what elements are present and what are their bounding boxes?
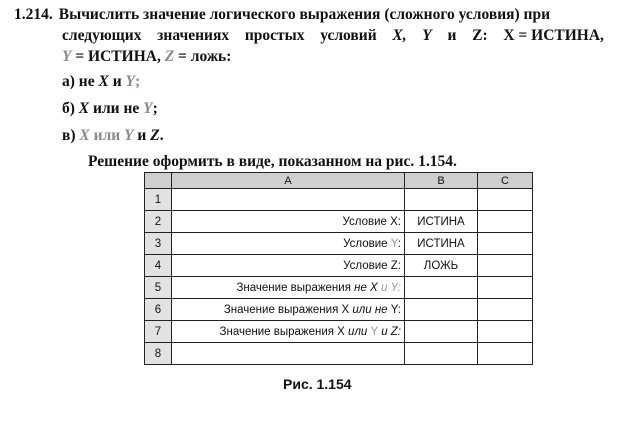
item-op: и [108, 73, 126, 90]
cell-c4 [478, 255, 533, 277]
var-y: Y [422, 27, 432, 44]
var-z: Z: [472, 27, 488, 44]
table-row [145, 343, 533, 365]
row-header: 1 [145, 189, 172, 211]
item-op: или [89, 127, 125, 144]
cell-text: Значение выражения [236, 281, 355, 294]
subitem-a [14, 71, 614, 92]
table-row [145, 299, 533, 321]
table-row [145, 189, 533, 211]
var-z: Z [164, 48, 175, 65]
item-prefix: б) [62, 100, 79, 117]
cell-c8 [478, 343, 533, 365]
problem-text [14, 4, 614, 172]
cell-a8 [172, 343, 405, 365]
table-row [145, 255, 533, 277]
var-y: Y [367, 325, 382, 338]
cell-b1 [405, 189, 478, 211]
row-header: 4 [145, 255, 172, 277]
cell-c3 [478, 233, 533, 255]
cell-text: : [397, 237, 401, 250]
figure-caption: Рис. 1.154 [283, 376, 352, 392]
cell-b5 [405, 277, 478, 299]
var-y: Y [143, 100, 153, 117]
cell-a7 [172, 321, 405, 343]
cell-a1 [172, 189, 405, 211]
item-op: или не [89, 100, 144, 117]
y-value: = ИСТИНА, [71, 48, 165, 65]
cell-text: или не [349, 303, 391, 316]
x-value: X = ИСТИНА, [503, 27, 604, 44]
column-header-b: B [405, 173, 478, 189]
cell-c7 [478, 321, 533, 343]
column-header-c: C [478, 173, 533, 189]
problem-line-2 [14, 25, 604, 46]
word: условий [320, 27, 377, 44]
z-value: = ложь: [174, 48, 232, 65]
cell-text: Значение выражения X [219, 325, 349, 338]
cell-a5 [172, 277, 405, 299]
var-x: X [78, 100, 90, 117]
var-y: Y [125, 73, 135, 90]
var-y: Y [124, 127, 134, 144]
subitem-c [14, 125, 614, 146]
cell-text: или [348, 325, 368, 338]
row-header: 5 [145, 277, 172, 299]
item-prefix: в) [62, 127, 80, 144]
cell-c6 [478, 299, 533, 321]
table-row [145, 277, 533, 299]
cell-b6 [405, 299, 478, 321]
cell-a4: Условие Z: [172, 255, 405, 277]
cell-text: Условие [343, 237, 391, 250]
cell-b4: ЛОЖЬ [405, 255, 478, 277]
item-op: и [133, 127, 151, 144]
table-row [145, 211, 533, 233]
table-row [145, 233, 533, 255]
cell-a2: Условие X: [172, 211, 405, 233]
item-end: ; [152, 100, 158, 117]
column-header-a: A [172, 173, 405, 189]
word: и [447, 27, 457, 44]
var-y: Y [62, 48, 72, 65]
row-header: 6 [145, 299, 172, 321]
cell-a6 [172, 299, 405, 321]
cell-b8 [405, 343, 478, 365]
problem-statement: Вычислить значение логического выражения (сложного условия) при [58, 6, 551, 23]
var-z: Z [150, 127, 160, 144]
cell-text: и [380, 281, 388, 294]
cell-c2 [478, 211, 533, 233]
cell-text: не X [354, 281, 378, 294]
subitem-b [14, 98, 614, 119]
row-header: 2 [145, 211, 172, 233]
problem-line-1 [14, 4, 614, 25]
problem-line-3 [14, 46, 614, 67]
problem-number: 1.214. [14, 6, 53, 23]
word: значениях [157, 27, 230, 44]
column-header-row [145, 173, 533, 189]
cell-a3 [172, 233, 405, 255]
word: следующих [62, 27, 142, 44]
var-x: X, [392, 27, 407, 44]
cell-text: и Z: [381, 325, 401, 338]
table-row [145, 321, 533, 343]
row-header: 8 [145, 343, 172, 365]
item-prefix: а) не [62, 73, 99, 90]
row-header: 3 [145, 233, 172, 255]
cell-c5 [478, 277, 533, 299]
item-end: . [159, 127, 164, 144]
var-y: Y [390, 237, 398, 250]
corner-cell [145, 173, 172, 189]
cell-text: Значение выражения [223, 303, 342, 316]
var-y: Y: [390, 281, 401, 294]
item-end: ; [134, 73, 141, 90]
var-y: Y: [390, 303, 401, 316]
cell-c1 [478, 189, 533, 211]
cell-b7 [405, 321, 478, 343]
cell-b2: ИСТИНА [405, 211, 478, 233]
var-x: X [98, 73, 109, 90]
word: простых [244, 27, 305, 44]
instruction-note: Решение оформить в виде, показанном на рис. 1.154. [88, 153, 457, 170]
cell-b3: ИСТИНА [405, 233, 478, 255]
var-x: X [341, 303, 350, 316]
spreadsheet-figure [144, 172, 533, 365]
var-x: X [79, 127, 90, 144]
row-header: 7 [145, 321, 172, 343]
